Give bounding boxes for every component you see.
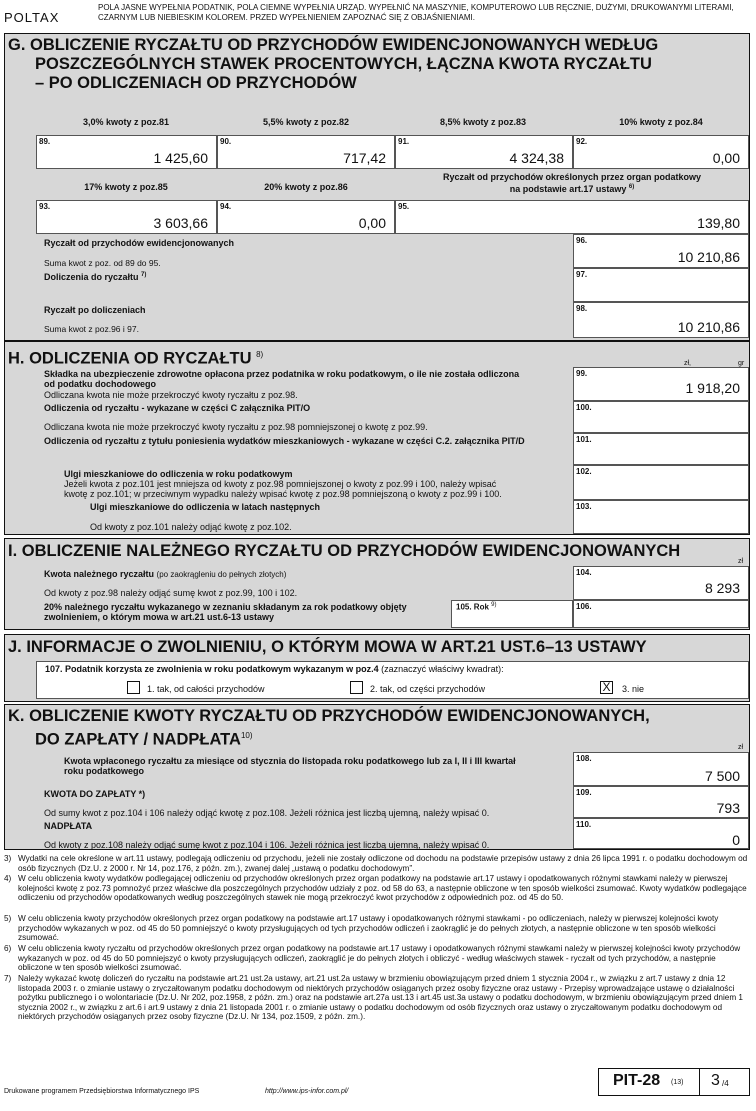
label-110b: Od kwoty z poz.108 należy odjąć sumę kwot z poz.104 i 106. Jeżeli różnica jest liczbą ujemną, należy wpisać 0. — [44, 840, 490, 850]
label-107-hint: (zaznaczyć właściwy kwadrat): — [381, 664, 504, 674]
section-j-title: J. INFORMACJE O ZWOLNIENIU, O KTÓRYM MOWA W ART.21 UST.6–13 USTAWY — [8, 638, 647, 656]
label-97: Doliczenia do ryczałtu $^{7)}$ — [44, 272, 147, 282]
field-95[interactable]: 95. 139,80 — [395, 200, 749, 234]
header-instructions: POLA JASNE WYPEŁNIA PODATNIK, POLA CIEMNE WYPEŁNIA URZĄD. WYPEŁNIĆ NA MASZYNIE, KOMPUTEROWO LUB RĘCZNIE, DUŻYMI, DRUKOWANYMI LITERAMI, CZARNYM LUB NIEBIESKIM KOLOREM. PRZED WYPEŁNIENIEM ZAPOZNAĆ SIĘ Z OBJAŚNIENIAMI. — [98, 3, 734, 22]
label-100b: Odliczana kwota nie może przekroczyć kwoty ryczałtu z poz.98 pomniejszonej o kwotę z poz.99. — [44, 422, 428, 432]
field-107 — [36, 661, 749, 699]
field-97[interactable]: 97. — [573, 268, 749, 302]
header-poz85: 17% kwoty z poz.85 — [84, 182, 168, 192]
field-92[interactable]: 92. 0,00 — [573, 135, 749, 169]
label-108a: Kwota wpłaconego ryczałtu za miesiące od stycznia do listopada roku podatkowego lub za I, II i III kwartał — [64, 756, 516, 766]
form-id-box — [598, 1068, 750, 1096]
field-103[interactable]: 103. — [573, 500, 749, 534]
header-poz83: 8,5% kwoty z poz.83 — [439, 117, 527, 127]
page-number: 3 — [711, 1072, 720, 1089]
footnote-4: 4) W celu obliczenia kwoty wydatków podlegającej odliczeniu od przychodów określonych przez organ podatkowy na podstawie art.17 ustawy i opodatkowanych różnymi stawkami należy w pierwszej kolejności kwotę z poz.73 pomnożyć przez właściwe dla poszczególnych przychodów udziały z poz. od 58 do 63, a następnie obliczone w ten sposób wielkości zsumować. Kwoty wydatków podlegające odliczeniu od przychodów opodatkowanych według poszczególnych stawek nie mogą przekroczyć kwot przychodów z odpowiednich poz. od 45 do 50. — [4, 874, 747, 903]
form-version: (13) — [671, 1079, 684, 1086]
gr-label-h: gr — [738, 360, 745, 367]
field-104[interactable]: 104. 8 293 — [573, 566, 749, 600]
label-96-sub: Suma kwot z poz. od 89 do 95. — [44, 258, 161, 268]
label-option-1: 1. tak, od całości przychodów — [147, 684, 265, 694]
label-107: 107. Podatnik korzysta ze zwolnienia w roku podatkowym wykazanym w poz.4 — [45, 664, 379, 674]
label-99a: Składka na ubezpieczenie zdrowotne opłacona przez podatnika w roku podatkowym, o ile nie została odliczona — [44, 369, 520, 379]
label-option-3: 3. nie — [622, 684, 645, 694]
section-g-title-2: POSZCZEGÓLNYCH STAWEK PROCENTOWYCH, ŁĄCZNA KWOTA RYCZAŁTU — [35, 55, 652, 73]
field-101[interactable]: 101. — [573, 433, 749, 465]
footnote-6: 6) W celu obliczenia kwoty ryczałtu od przychodów określonych przez organ podatkowy na podstawie art.17 ustawy i opodatkowanych różnymi stawkami należy w pierwszej kolejności kwoty przychodów wykazanych w poz. od 45 do 50 pomniejszyć o kwoty przysługujących odliczeń, zaokrąglić je do pełnych złotych i obliczyć - według właściwych stawek - ryczałt od tych przychodów, a następnie obliczone w ten sposób wielkości zsumować. — [4, 944, 741, 973]
label-106a: 20% należnego ryczałtu wykazanego w zeznaniu składanym za rok podatkowy objęty — [44, 602, 407, 612]
field-108[interactable]: 108. 7 500 — [573, 752, 749, 786]
field-109[interactable]: 109. 793 — [573, 786, 749, 818]
label-109a: KWOTA DO ZAPŁATY *) — [44, 789, 146, 799]
label-103b: Od kwoty z poz.101 należy odjąć kwotę z poz.102. — [90, 522, 292, 532]
zl-label-h: zł, — [684, 360, 691, 367]
label-103a: Ulgi mieszkaniowe do odliczenia w latach następnych — [90, 502, 321, 512]
label-109b: Od sumy kwot z poz.104 i 106 należy odjąć kwotę z poz.108. Jeżeli różnica jest liczbą ujemną, należy wpisać 0. — [44, 808, 490, 818]
label-96: Ryczałt od przychodów ewidencjonowanych — [44, 238, 235, 248]
label-99b: od podatku dochodowego — [44, 379, 156, 389]
printer-url[interactable]: http://www.ips-infor.com.pl/ — [265, 1088, 349, 1095]
field-100[interactable]: 100. — [573, 401, 749, 433]
footnote-3: 3) Wydatki na cele określone w art.11 ustawy, podlegają odliczeniu od przychodu, jeżeli nie zostały odliczone od dochodu na podstawie przepisów ustawy z dnia 26 lipca 1991 r. o podatku dochodowym od osób fizycznych (Dz.U. z 2000 r. Nr 14, poz.176, z późn. zm.), zwanej dalej „ustawą o podatku dochodowym”. — [4, 854, 748, 873]
footnote-5: 5) W celu obliczenia kwoty przychodów określonych przez organ podatkowy na podstawie art.17 ustawy i opodatkowanych różnymi stawkami - po odliczeniach, należy w pierwszej kolejności kwoty przychodów wykazanych w poz. od 45 do 50 pomniejszyć o kwoty przysługujących od tych przychodów odliczeń i zaokrąglić je do pełnych złotych, a następnie obliczone w ten sposób wielkości zsumować. — [4, 914, 719, 943]
zl-label-i: zł — [738, 558, 744, 565]
header-poz86: 20% kwoty z poz.86 — [264, 182, 348, 192]
label-99c: Odliczana kwota nie może przekroczyć kwoty ryczałtu z poz.98. — [44, 390, 298, 400]
section-k-title-1: K. OBLICZENIE KWOTY RYCZAŁTU OD PRZYCHODÓW EWIDENCJONOWANYCH, — [8, 707, 650, 725]
poltax-logo: POLTAX — [4, 10, 60, 25]
checkbox-option-1[interactable] — [127, 681, 140, 694]
field-99[interactable]: 99. 1 918,20 — [573, 367, 749, 401]
label-98: Ryczałt po doliczeniach — [44, 305, 146, 315]
section-g-title-1: G. OBLICZENIE RYCZAŁTU OD PRZYCHODÓW EWIDENCJONOWANYCH WEDŁUG — [8, 36, 659, 54]
label-110a: NADPŁATA — [44, 821, 93, 831]
label-100a: Odliczenia od ryczałtu - wykazane w części C załącznika PIT/O — [44, 403, 311, 413]
header-poz95: Ryczałt od przychodów określonych przez organ podatkowy na podstawie art.17 ustawy $^{6)}$ — [442, 172, 702, 194]
field-91[interactable]: 91. 4 324,38 — [395, 135, 573, 169]
label-102c: kwotę z poz.101; w przeciwnym wypadku należy wpisać kwotę z poz.98 pomniejszoną o kwoty z poz.99 i 100. — [64, 489, 502, 499]
label-102b: Jeżeli kwota z poz.101 jest mniejsza od kwoty z poz.98 pomniejszonej o kwoty z poz.99 i 100, należy wpisać — [64, 479, 497, 489]
label-104c: Od kwoty z poz.98 należy odjąć sumę kwot z poz.99, 100 i 102. — [44, 588, 298, 598]
field-89[interactable]: 89. 1 425,60 — [36, 135, 217, 169]
section-h-title: H. ODLICZENIA OD RYCZAŁTU $^{8)}$ — [8, 349, 264, 368]
printer-note: Drukowane programem Przedsiębiorstwa Informatycznego IPS — [4, 1088, 200, 1095]
page-total: /4 — [722, 1079, 729, 1088]
field-98[interactable]: 98. 10 210,86 — [573, 302, 749, 338]
checkbox-option-2[interactable] — [350, 681, 363, 694]
field-96[interactable]: 96. 10 210,86 — [573, 234, 749, 268]
header-poz84: 10% kwoty z poz.84 — [619, 117, 703, 127]
label-101: Odliczenia od ryczałtu z tytułu poniesienia wydatków mieszkaniowych - wykazane w części C.2. załącznika PIT/D — [44, 436, 525, 446]
zl-label-k: zł — [738, 744, 744, 751]
label-104a: Kwota należnego ryczałtu (po zaokrągleniu do pełnych złotych) — [44, 569, 287, 579]
field-106[interactable]: 106. — [573, 600, 749, 628]
form-code: PIT-28 — [613, 1072, 661, 1089]
form-divider — [699, 1069, 700, 1095]
header-poz82: 5,5% kwoty z poz.82 — [262, 117, 350, 127]
field-105[interactable]: 105. Rok $^{9)}$ — [451, 600, 573, 628]
field-110[interactable]: 110. 0 — [573, 818, 749, 849]
field-93[interactable]: 93. 3 603,66 — [36, 200, 217, 234]
field-90[interactable]: 90. 717,42 — [217, 135, 395, 169]
section-k-title-2: DO ZAPŁATY / NADPŁATA$^{10)}$ — [35, 730, 253, 749]
label-108b: roku podatkowego — [64, 766, 145, 776]
label-option-2: 2. tak, od części przychodów — [370, 684, 486, 694]
label-98-sub: Suma kwot z poz.96 i 97. — [44, 324, 139, 334]
header-poz81: 3,0% kwoty z poz.81 — [82, 117, 170, 127]
section-i-title: I. OBLICZENIE NALEŻNEGO RYCZAŁTU OD PRZYCHODÓW EWIDENCJONOWANYCH — [8, 542, 681, 560]
label-106b: zwolnieniem, o którym mowa w art.21 ust.6-13 ustawy — [44, 612, 275, 622]
label-102a: Ulgi mieszkaniowe do odliczenia w roku podatkowym — [64, 469, 293, 479]
footnote-7: 7) Należy wykazać kwotę doliczeń do ryczałtu na podstawie art.21 ust.2a ustawy, art.21 ust.2a ustawy w brzmieniu obowiązującym przed dniem 1 stycznia 2004 r., w związku z art.7 ustawy z dnia 12 listopada 2003 r. o zmianie ustawy o zryczałtowanym podatku dochodowym od niektórych przychodów osiąganych przez osoby fizyczne oraz ustawy - Przepisy wprowadzające ustawę o działalności pożytku publicznego i o wolontariacie (Dz.U. Nr 202, poz.1958, z późn. zm.) oraz na podstawie art.27a ust.13 i art.45 ust.3a ustawy o podatku dochodowym, w brzmieniu obowiązującym przed dniem 1 stycznia 2002 r., w związku z art.6 i art.9 ustawy z dnia 21 listopada 2001 r. o zmianie ustawy o podatku dochodowym od osób fizycznych oraz ustawy o zryczałtowanym podatku dochodowym od niektórych przychodów osiąganych przez osoby fizyczne (Dz.U. Nr 134, poz.1509, z późn. zm.). — [4, 974, 743, 1022]
checkbox-option-3[interactable]: X — [600, 681, 613, 694]
field-102[interactable]: 102. — [573, 465, 749, 500]
field-94[interactable]: 94. 0,00 — [217, 200, 395, 234]
section-g-title-3: – PO ODLICZENIACH OD PRZYCHODÓW — [35, 74, 357, 92]
